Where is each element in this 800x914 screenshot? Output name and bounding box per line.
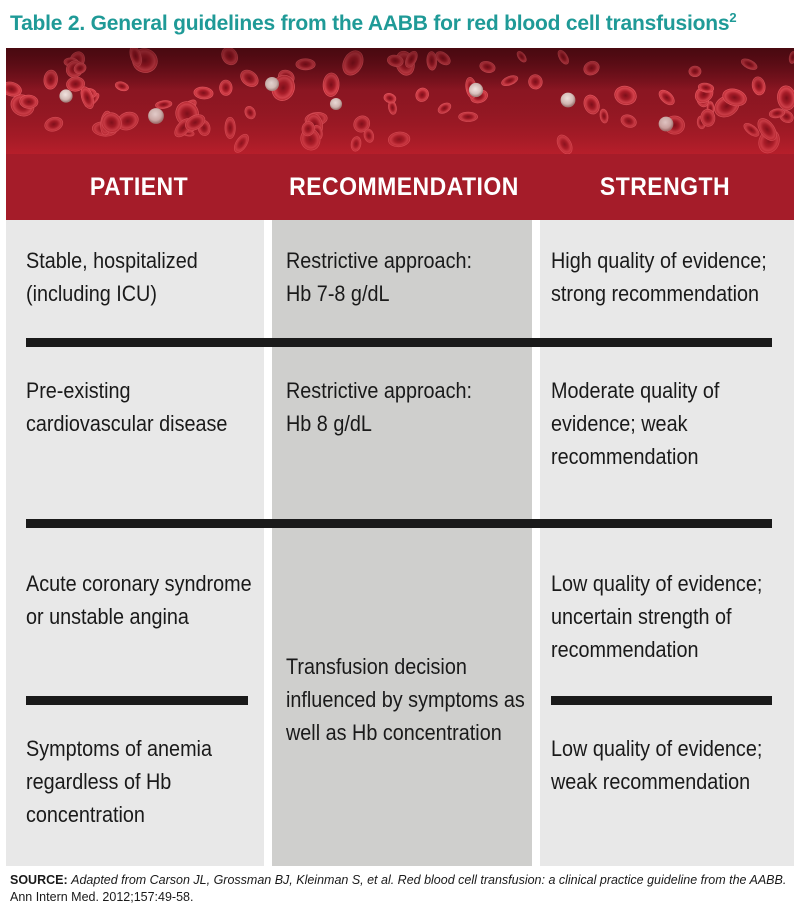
header-recommendation: RECOMMENDATION bbox=[289, 173, 519, 201]
row3-recommendation-line: well as Hb concentration bbox=[286, 720, 502, 745]
row-divider bbox=[26, 338, 772, 347]
source-citation bbox=[10, 872, 800, 906]
row1-patient-line: Stable, hospitalized bbox=[26, 248, 198, 273]
row2-recommendation-line: Restrictive approach: bbox=[286, 378, 472, 403]
row3-strength-line: Low quality of evidence; bbox=[551, 571, 763, 596]
source-journal-reference: Ann Intern Med. 2012;157:49-58. bbox=[10, 890, 194, 904]
row2-strength-line: recommendation bbox=[551, 444, 699, 469]
row4-patient-line: Symptoms of anemia bbox=[26, 736, 212, 761]
sub-row-divider-patient bbox=[26, 696, 248, 705]
title-reference-marker: 2 bbox=[729, 10, 737, 25]
row1-recommendation-line: Restrictive approach: bbox=[286, 248, 472, 273]
row1-strength-line: High quality of evidence; bbox=[551, 248, 767, 273]
row4-strength-cell bbox=[551, 732, 762, 798]
recommendation-column-background bbox=[272, 220, 532, 866]
row1-strength-line: strong recommendation bbox=[551, 281, 760, 306]
source-label: SOURCE: bbox=[10, 873, 68, 887]
row3-recommendation-cell bbox=[286, 650, 525, 749]
header-strength: STRENGTH bbox=[599, 173, 731, 201]
row3-patient-line: Acute coronary syndrome bbox=[26, 571, 252, 596]
row3-patient-cell bbox=[26, 567, 252, 633]
row2-recommendation-line: Hb 8 g/dL bbox=[286, 411, 372, 436]
row4-patient-line: concentration bbox=[26, 802, 145, 827]
row2-patient-cell bbox=[26, 374, 227, 440]
row1-recommendation-line: Hb 7-8 g/dL bbox=[286, 281, 390, 306]
blood-cells-illustration bbox=[6, 48, 794, 154]
row3-recommendation-line: influenced by symptoms as bbox=[286, 687, 525, 712]
row2-patient-line: cardiovascular disease bbox=[26, 411, 228, 436]
source-citation-text: Adapted from Carson JL, Grossman BJ, Kleinman S, et al. Red blood cell transfusion: a clinical practice guideline from the AABB. bbox=[71, 873, 787, 887]
table-title bbox=[10, 12, 790, 36]
row2-strength-line: evidence; weak bbox=[551, 411, 688, 436]
row2-recommendation-cell bbox=[286, 374, 472, 440]
sub-row-divider-strength bbox=[551, 696, 772, 705]
row2-patient-line: Pre-existing bbox=[26, 378, 131, 403]
table-header-row bbox=[6, 154, 794, 220]
header-patient: PATIENT bbox=[89, 173, 189, 201]
row2-strength-cell bbox=[551, 374, 719, 473]
row1-recommendation-cell bbox=[286, 244, 472, 310]
row-divider bbox=[26, 519, 772, 528]
row3-strength-line: uncertain strength of bbox=[551, 604, 732, 629]
row3-strength-line: recommendation bbox=[551, 637, 699, 662]
row1-patient-line: (including ICU) bbox=[26, 281, 157, 306]
row2-strength-line: Moderate quality of bbox=[551, 378, 720, 403]
row3-patient-line: or unstable angina bbox=[26, 604, 189, 629]
row3-strength-cell bbox=[551, 567, 762, 666]
row4-strength-line: Low quality of evidence; bbox=[551, 736, 763, 761]
row4-patient-line: regardless of Hb bbox=[26, 769, 172, 794]
row1-patient-cell bbox=[26, 244, 198, 310]
row4-patient-cell bbox=[26, 732, 212, 831]
row4-strength-line: weak recommendation bbox=[551, 769, 751, 794]
blood-cells-banner-image bbox=[6, 48, 794, 154]
row1-strength-cell bbox=[551, 244, 767, 310]
row3-recommendation-line: Transfusion decision bbox=[286, 654, 467, 679]
table-title-text: Table 2. General guidelines from the AABB for red blood cell transfusions bbox=[10, 12, 730, 35]
